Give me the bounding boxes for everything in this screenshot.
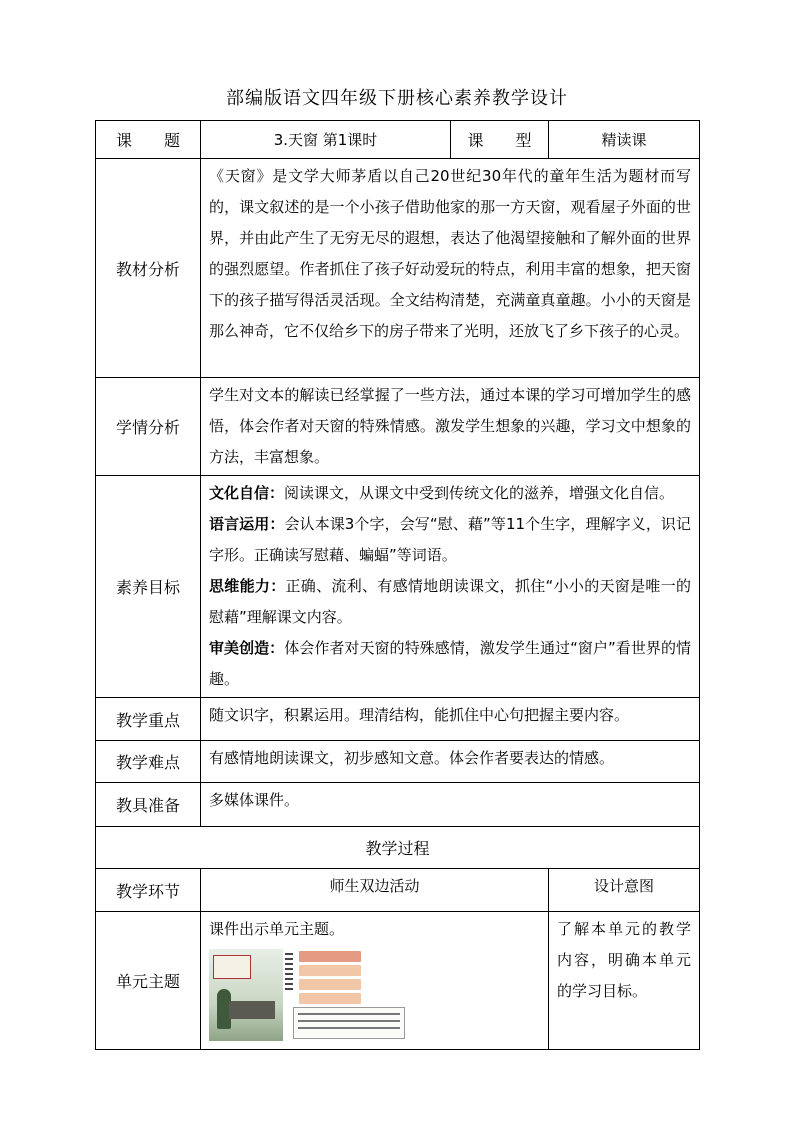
process-stage: 单元主题 [96, 912, 201, 1050]
stage-column-header: 教学环节 [96, 869, 201, 912]
goals-label: 素养目标 [96, 476, 201, 698]
process-title: 教学过程 [96, 827, 700, 869]
material-label: 教材分析 [96, 159, 201, 378]
process-activity-cell [201, 912, 549, 1050]
students-row [96, 378, 700, 476]
header-row [96, 121, 700, 159]
topic-value: 3.天窗 第1课时 [201, 121, 451, 159]
landscape-illustration [209, 949, 283, 1041]
goals-list [201, 476, 700, 698]
goal-thinking-text: 正确、流利、有感情地朗读课文，抓住“小小的天窗是唯一的慰藉”理解课文内容。 [209, 577, 691, 626]
key-points-text: 随文识字，积累运用。理清结构，能抓住中心句把握主要内容。 [201, 698, 700, 741]
goal-thinking-key: 思维能力： [209, 577, 286, 595]
goal-aesthetic [209, 633, 691, 695]
lesson-plan-table [95, 120, 700, 1050]
goal-language-text: 会认本课3个字，会写“慰、藉”等11个生字，理解字义，识记字形。正确读写慰藉、蝙蝠”等词语。 [209, 515, 691, 564]
process-activity-text: 课件出示单元主题。 [209, 920, 345, 938]
students-label: 学情分析 [96, 378, 201, 476]
material-text: 《天窗》是文学大师茅盾以自己20世纪30年代的童年生活为题材而写的，课文叙述的是一个小孩子借助他家的那一方天窗，观看屋子外面的世界，并由此产生了无穷无尽的遐想，表达了他渴望接触和了解外面的世界的强烈愿望。作者抓住了孩子好动爱玩的特点，利用丰富的想象，把天窗下的孩子描写得活灵活现。全文结构清楚，充满童真童趣。小小的天窗是那么神奇，它不仅给乡下的房子带来了光明，还放飞了乡下孩子的心灵。 [201, 159, 700, 378]
goal-language-key: 语言运用： [209, 515, 285, 533]
difficulties-text: 有感情地朗读课文，初步感知文意。体会作者要表达的情感。 [201, 741, 700, 783]
goal-culture [209, 478, 691, 509]
goal-thinking [209, 571, 691, 633]
goal-culture-key: 文化自信： [209, 484, 285, 502]
goal-language [209, 509, 691, 571]
difficulties-row [96, 741, 700, 783]
goal-aesthetic-key: 审美创造： [209, 639, 285, 657]
students-text: 学生对文本的解读已经掌握了一些方法，通过本课的学习可增加学生的感悟，体会作者对天窗的特殊情感。激发学生想象的兴趣，学习文中想象的方法，丰富想象。 [201, 378, 700, 476]
material-row [96, 159, 700, 378]
type-value: 精读课 [549, 121, 700, 159]
document-title: 部编版语文四年级下册核心素养教学设计 [226, 88, 568, 109]
topic-label: 课 题 [96, 121, 201, 159]
intent-column-header: 设计意图 [549, 869, 700, 912]
tools-label: 教具准备 [96, 783, 201, 827]
tools-text: 多媒体课件。 [201, 783, 700, 827]
goal-culture-text: 阅读课文，从课文中受到传统文化的滋养，增强文化自信。 [284, 484, 675, 502]
activity-column-header: 师生双边活动 [201, 869, 549, 912]
goal-aesthetic-text: 体会作者对天窗的特殊感情，激发学生通过“窗户”看世界的情趣。 [209, 639, 691, 688]
key-points-label: 教学重点 [96, 698, 201, 741]
process-title-row [96, 827, 700, 869]
type-label: 课 型 [451, 121, 549, 159]
key-points-row [96, 698, 700, 741]
process-row [96, 912, 700, 1050]
goals-row [96, 476, 700, 698]
process-intent: 了解本单元的教学内容，明确本单元的学习目标。 [549, 912, 700, 1050]
tools-row [96, 783, 700, 827]
unit-theme-slide-image [209, 949, 409, 1041]
process-header-row [96, 869, 700, 912]
difficulties-label: 教学难点 [96, 741, 201, 783]
